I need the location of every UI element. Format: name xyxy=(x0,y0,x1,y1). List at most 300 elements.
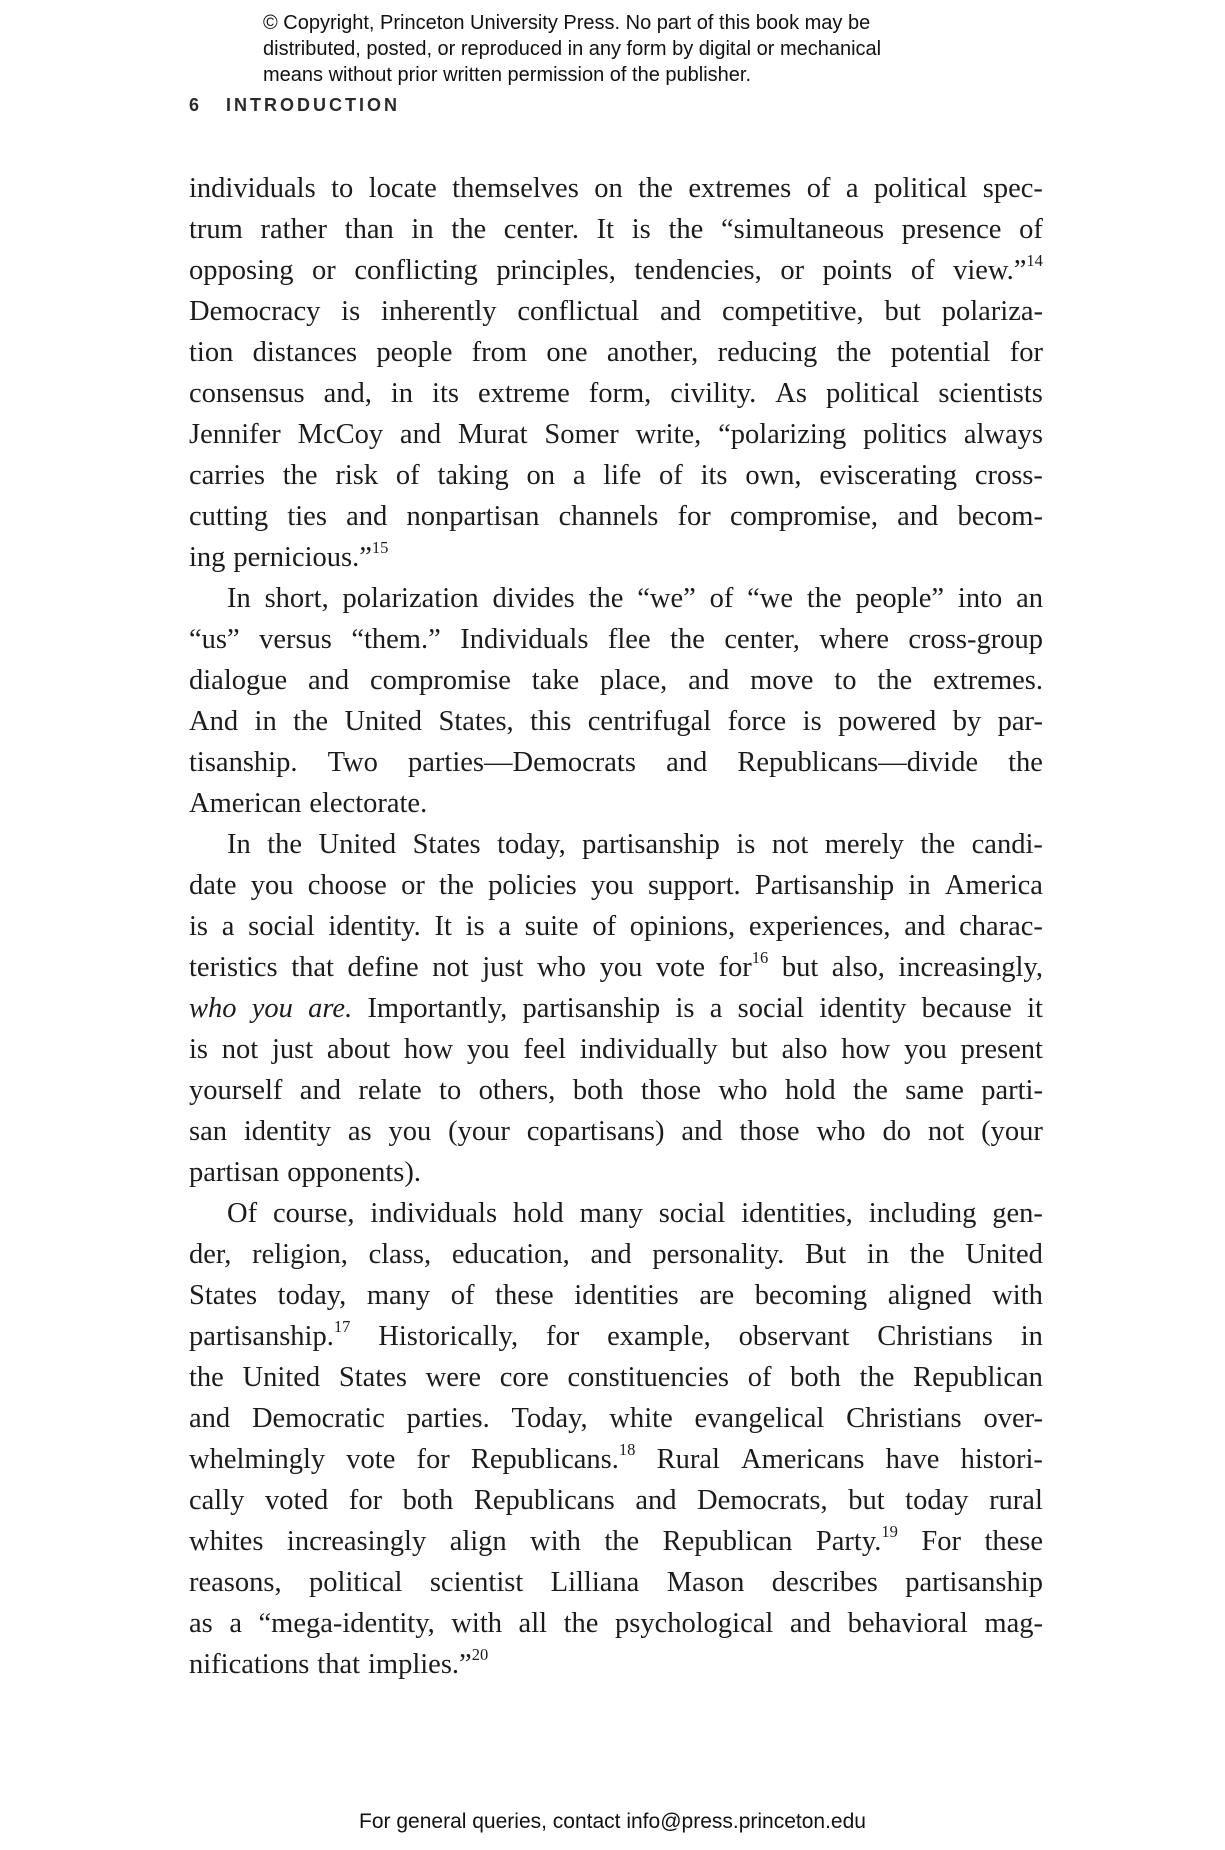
word: “us” xyxy=(189,624,240,655)
word: Republicans.$^{18}$ xyxy=(470,1440,636,1475)
word: political xyxy=(309,1567,403,1598)
word: politics xyxy=(863,419,948,450)
text-line xyxy=(189,1439,1043,1480)
word: powered xyxy=(838,706,937,737)
word: as xyxy=(189,1608,213,1639)
word: extremes. xyxy=(932,665,1043,696)
word: nifications xyxy=(189,1649,310,1680)
text-line xyxy=(189,701,1043,742)
word: present xyxy=(960,1034,1043,1065)
copyright-line: © Copyright, Princeton University Press. No part of this book may be xyxy=(263,12,871,34)
word: and xyxy=(681,1116,723,1147)
word: divides xyxy=(492,583,575,614)
word: States xyxy=(412,829,481,860)
word: center, xyxy=(724,624,800,655)
word: relate xyxy=(358,1075,422,1106)
text-line xyxy=(189,1111,1043,1152)
word: ing xyxy=(189,542,226,573)
word: you xyxy=(388,1116,432,1147)
word: social xyxy=(248,911,315,942)
text-line xyxy=(189,1398,1043,1439)
word: have xyxy=(885,1444,940,1475)
word: about xyxy=(326,1034,391,1065)
word: competitive, xyxy=(722,296,864,327)
word: trum xyxy=(189,214,243,245)
word: personality. xyxy=(652,1239,785,1270)
word: where xyxy=(819,624,889,655)
text-line xyxy=(189,1152,1043,1193)
word: yourself xyxy=(189,1075,283,1106)
word: suite xyxy=(524,911,579,942)
word: as xyxy=(347,1116,372,1147)
word: with xyxy=(451,1608,502,1639)
text-line xyxy=(189,496,1043,537)
word: a xyxy=(845,173,859,204)
word: scientists xyxy=(938,378,1043,409)
word: McCoy xyxy=(297,419,384,450)
word: Of xyxy=(227,1198,258,1229)
word: individuals xyxy=(189,173,316,204)
word: Democratic xyxy=(251,1403,385,1434)
word: partisan xyxy=(189,1157,280,1188)
word: another, xyxy=(606,337,699,368)
word: social xyxy=(658,1198,726,1229)
word: or xyxy=(312,255,336,286)
word: In xyxy=(227,829,251,860)
word: and xyxy=(897,501,939,532)
word: mag- xyxy=(984,1608,1043,1639)
word: is xyxy=(341,296,361,327)
word: extreme xyxy=(477,378,570,409)
word: to xyxy=(439,1075,462,1106)
word: increasingly xyxy=(286,1526,427,1557)
word: (your xyxy=(981,1116,1043,1147)
word: choose xyxy=(307,870,387,901)
word: der, xyxy=(189,1239,232,1270)
word: It xyxy=(596,214,615,245)
word: “mega-identity, xyxy=(258,1608,435,1639)
word: view.”$^{14}$ xyxy=(953,251,1043,286)
word: potential xyxy=(890,337,991,368)
word: parties—Democrats xyxy=(408,747,636,778)
word: the xyxy=(267,829,303,860)
word: move xyxy=(750,665,814,696)
word: both xyxy=(572,1075,624,1106)
word: you xyxy=(466,1034,510,1065)
word: identity xyxy=(243,1116,331,1147)
word: compromise, xyxy=(729,501,878,532)
word: you xyxy=(591,870,634,901)
word: psychological xyxy=(615,1608,774,1639)
word: for xyxy=(1009,337,1043,368)
word: Partisanship xyxy=(754,870,895,901)
word: Rural xyxy=(656,1444,720,1475)
word: support. xyxy=(647,870,741,901)
word: locate xyxy=(368,173,437,204)
word: the xyxy=(439,870,474,901)
word: who xyxy=(816,1116,866,1147)
word: do xyxy=(882,1116,911,1147)
word: experiences, xyxy=(748,911,891,942)
word: is xyxy=(675,993,695,1024)
text-line xyxy=(189,824,1043,865)
text-line xyxy=(189,291,1043,332)
word: you xyxy=(904,1034,947,1065)
word: were xyxy=(425,1362,482,1393)
word: hold xyxy=(784,1075,836,1106)
word: but xyxy=(731,1034,768,1065)
word: is xyxy=(631,214,651,245)
word: “them.” xyxy=(351,624,441,655)
word: align xyxy=(449,1526,507,1557)
word: America xyxy=(944,870,1043,901)
word: tendencies, xyxy=(634,255,762,286)
word: polarization xyxy=(342,583,479,614)
text-line xyxy=(189,742,1043,783)
word: the xyxy=(668,214,704,245)
word: polariza- xyxy=(941,296,1043,327)
word: individuals xyxy=(370,1198,498,1229)
text-line xyxy=(189,1193,1043,1234)
word: class, xyxy=(368,1239,432,1270)
word: For xyxy=(921,1526,961,1557)
word: religion, xyxy=(252,1239,348,1270)
word: the xyxy=(189,1362,224,1393)
word: the xyxy=(853,1075,888,1106)
word: just xyxy=(482,952,524,983)
word: force xyxy=(727,706,787,737)
word: of xyxy=(659,460,683,491)
page-number: 6 xyxy=(189,95,203,115)
word: feel xyxy=(523,1034,567,1065)
word: partisanship xyxy=(905,1567,1043,1598)
word: civility. xyxy=(670,378,757,409)
word: of xyxy=(910,255,935,286)
word: Historically, xyxy=(378,1321,519,1352)
word: an xyxy=(1016,583,1043,614)
word: in xyxy=(1020,1321,1043,1352)
word: are. xyxy=(308,993,353,1024)
text-line xyxy=(189,1316,1043,1357)
word: is xyxy=(189,1034,209,1065)
word: is xyxy=(465,911,485,942)
word: today xyxy=(905,1485,969,1516)
word: and xyxy=(399,419,442,450)
word: taking xyxy=(437,460,509,491)
word: reducing xyxy=(717,337,818,368)
word: and xyxy=(299,1075,341,1106)
word: Republican xyxy=(913,1362,1043,1393)
footnote-marker: 19 xyxy=(881,1522,898,1542)
word: how xyxy=(404,1034,454,1065)
word: cutting xyxy=(189,501,269,532)
word: Lilliana xyxy=(550,1567,640,1598)
word: Party.$^{19}$ xyxy=(815,1522,898,1557)
word: States, xyxy=(438,706,514,737)
word: and xyxy=(666,747,708,778)
word: eviscerating xyxy=(819,460,958,491)
word: social xyxy=(737,993,805,1024)
word: charac- xyxy=(959,911,1043,942)
word: are xyxy=(699,1280,735,1311)
text-line xyxy=(189,209,1043,250)
copyright-notice xyxy=(263,10,1023,88)
word: States xyxy=(338,1362,407,1393)
footnote-marker: 16 xyxy=(751,948,769,968)
text-line xyxy=(189,988,1043,1029)
text-line xyxy=(189,865,1043,906)
word: in xyxy=(908,870,931,901)
word: today, xyxy=(497,829,566,860)
word: in xyxy=(866,1239,890,1270)
word: Democracy xyxy=(189,296,321,327)
word: Individuals xyxy=(460,624,589,655)
word: It xyxy=(434,911,452,942)
word: Republicans xyxy=(473,1485,615,1516)
footnote-marker: 18 xyxy=(618,1440,636,1460)
text-line xyxy=(189,414,1043,455)
word: also, xyxy=(831,952,885,983)
word: pernicious.”$^{15}$ xyxy=(233,538,389,573)
word: people” xyxy=(855,583,945,614)
word: United xyxy=(344,706,423,737)
word: its xyxy=(700,460,728,491)
word: just xyxy=(271,1034,314,1065)
word: the xyxy=(588,583,624,614)
word: of xyxy=(592,911,617,942)
word: partisanship xyxy=(582,829,720,860)
word: the xyxy=(909,1239,945,1270)
copyright-line: means without prior written permission of the publisher. xyxy=(263,64,752,86)
word: voted xyxy=(264,1485,329,1516)
word: including xyxy=(868,1198,977,1229)
word: rather xyxy=(260,214,327,245)
text-line xyxy=(189,906,1043,947)
word: into xyxy=(957,583,1003,614)
text-line xyxy=(189,947,1043,988)
footnote-marker: 15 xyxy=(371,538,389,558)
word: identity. xyxy=(328,911,421,942)
word: vote xyxy=(655,952,705,983)
word: identity xyxy=(819,993,907,1024)
word: center. xyxy=(503,214,579,245)
word: “we” xyxy=(637,583,696,614)
word: becoming xyxy=(754,1280,868,1311)
word: over- xyxy=(983,1403,1043,1434)
word: not xyxy=(432,952,469,983)
word: with xyxy=(530,1526,581,1557)
word: political xyxy=(873,173,968,204)
word: today, xyxy=(277,1280,347,1311)
word: in xyxy=(254,706,277,737)
word: its xyxy=(432,378,459,409)
word: in xyxy=(411,214,434,245)
word: principles, xyxy=(496,255,616,286)
text-line xyxy=(189,619,1043,660)
word: inherently xyxy=(380,296,497,327)
section-title: INTRODUCTION xyxy=(226,95,401,115)
word: vote xyxy=(346,1444,396,1475)
word: define xyxy=(347,952,419,983)
word: or xyxy=(780,255,805,286)
word: of xyxy=(806,173,831,204)
word: compromise xyxy=(369,665,511,696)
word: cally xyxy=(189,1485,245,1516)
word: parti- xyxy=(981,1075,1043,1106)
word: Democrats, xyxy=(697,1485,828,1516)
word: gen- xyxy=(992,1198,1043,1229)
word: policies xyxy=(488,870,577,901)
word: dialogue xyxy=(189,665,288,696)
word: you xyxy=(251,993,293,1024)
word: points xyxy=(822,255,893,286)
word: whites xyxy=(189,1526,264,1557)
word: one xyxy=(546,337,588,368)
word: hold xyxy=(512,1198,564,1229)
word: and xyxy=(688,665,730,696)
word: a xyxy=(709,993,723,1024)
word: san xyxy=(189,1116,227,1147)
word: Christians xyxy=(877,1321,993,1352)
word: conflictual xyxy=(517,296,640,327)
word: that xyxy=(291,952,334,983)
word: constituencies xyxy=(567,1362,729,1393)
word: the xyxy=(638,173,673,204)
text-line xyxy=(189,537,1043,578)
word: of xyxy=(747,1362,772,1393)
word: par- xyxy=(997,706,1043,737)
text-line xyxy=(189,1644,1043,1685)
word: people xyxy=(376,337,453,368)
word: but xyxy=(781,952,819,983)
word: the xyxy=(1008,747,1043,778)
word: a xyxy=(572,460,586,491)
word: always xyxy=(963,419,1043,450)
text-line xyxy=(189,1603,1043,1644)
text-line xyxy=(189,660,1043,701)
word: becom- xyxy=(957,501,1043,532)
word: of xyxy=(450,1280,475,1311)
word: a xyxy=(498,911,512,942)
word: and xyxy=(346,501,388,532)
body-text xyxy=(189,168,1043,1685)
word: on xyxy=(594,173,623,204)
word: course, xyxy=(272,1198,355,1229)
word: partisanship xyxy=(522,993,661,1024)
word: Two xyxy=(327,747,378,778)
word: channels xyxy=(558,501,659,532)
word: and, xyxy=(323,378,372,409)
word: (your xyxy=(448,1116,510,1147)
word: also xyxy=(781,1034,828,1065)
word: date xyxy=(189,870,237,901)
word: same xyxy=(905,1075,964,1106)
text-line xyxy=(189,1070,1043,1111)
text-line xyxy=(189,1480,1043,1521)
word: who xyxy=(536,952,587,983)
word: the xyxy=(451,214,487,245)
word: write, xyxy=(635,419,702,450)
word: both xyxy=(402,1485,454,1516)
word: spec- xyxy=(982,173,1043,204)
text-line xyxy=(189,1029,1043,1070)
word: cross-group xyxy=(908,624,1043,655)
text-line xyxy=(189,1357,1043,1398)
word: for xyxy=(545,1321,580,1352)
word: candi- xyxy=(971,829,1043,860)
word: to xyxy=(834,665,857,696)
word: and xyxy=(904,911,946,942)
word: cross- xyxy=(974,460,1043,491)
word: for$^{16}$ xyxy=(718,948,769,983)
word: “we xyxy=(747,583,794,614)
word: those xyxy=(640,1075,702,1106)
word: than xyxy=(344,214,394,245)
text-line xyxy=(189,783,1043,824)
word: increasingly, xyxy=(898,952,1043,983)
word: the xyxy=(670,624,705,655)
word: and xyxy=(189,1403,231,1434)
word: short, xyxy=(264,583,329,614)
word: teristics xyxy=(189,952,278,983)
word: carries xyxy=(189,460,265,491)
word: Importantly, xyxy=(367,993,508,1024)
word: reasons, xyxy=(189,1567,282,1598)
word: partisanship.$^{17}$ xyxy=(189,1317,351,1352)
word: Mason xyxy=(666,1567,745,1598)
word: scientist xyxy=(429,1567,524,1598)
word: risk xyxy=(335,460,379,491)
word: In xyxy=(227,583,251,614)
word: to xyxy=(331,173,354,204)
word: a xyxy=(221,911,235,942)
word: Somer xyxy=(544,419,619,450)
word: presence xyxy=(901,214,1002,245)
word: centrifugal xyxy=(587,706,712,737)
word: individually xyxy=(579,1034,718,1065)
word: opinions, xyxy=(629,911,736,942)
word: for xyxy=(677,501,711,532)
word: who xyxy=(718,1075,768,1106)
word: electorate. xyxy=(309,788,428,819)
word: describes xyxy=(771,1567,878,1598)
footer-contact: For general queries, contact info@press.princeton.edu xyxy=(359,1810,866,1833)
word: for xyxy=(416,1444,450,1475)
word: opponents). xyxy=(287,1157,421,1188)
word: United xyxy=(242,1362,321,1393)
word: of xyxy=(709,583,734,614)
word: evangelical xyxy=(694,1403,825,1434)
word: own, xyxy=(745,460,802,491)
word: States xyxy=(189,1280,258,1311)
word: parties. xyxy=(406,1403,490,1434)
word: white xyxy=(609,1403,673,1434)
word: nonpartisan xyxy=(406,501,540,532)
word: is xyxy=(189,911,209,942)
word: Christians xyxy=(846,1403,962,1434)
word: of xyxy=(1019,214,1043,245)
word: tion xyxy=(189,337,234,368)
word: extremes xyxy=(688,173,792,204)
word: implies.”$^{20}$ xyxy=(368,1645,489,1680)
word: from xyxy=(471,337,528,368)
text-line xyxy=(189,373,1043,414)
word: a xyxy=(229,1608,242,1639)
word: But xyxy=(805,1239,847,1270)
text-line xyxy=(189,168,1043,209)
word: example, xyxy=(607,1321,711,1352)
word: but xyxy=(848,1485,885,1516)
